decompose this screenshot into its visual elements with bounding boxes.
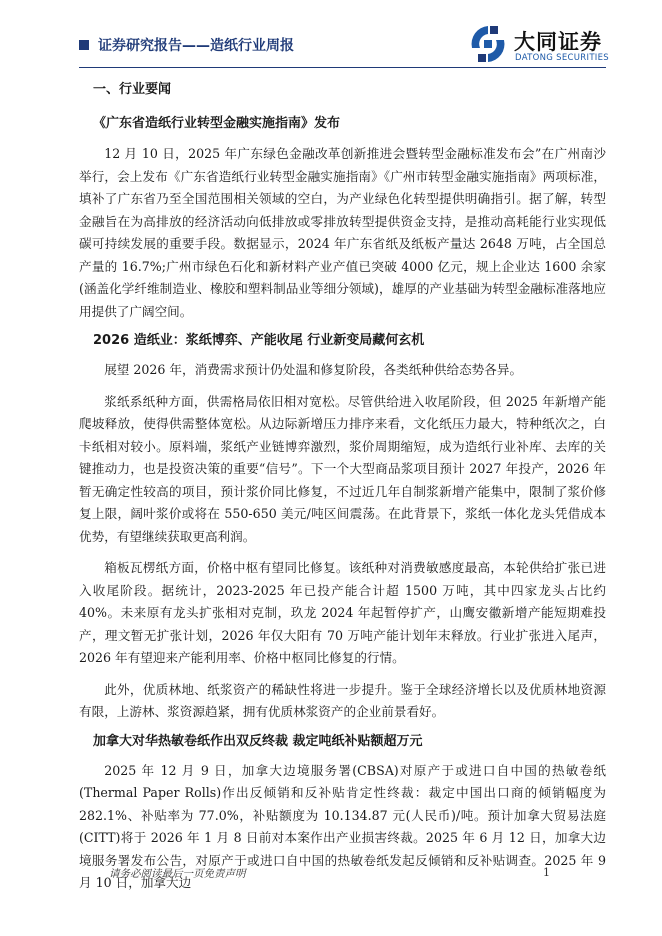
header-divider <box>79 67 606 68</box>
paragraph: 2025 年 12 月 9 日，加拿大边境服务署(CBSA)对原产于或进口自中国的热敏卷纸(Thermal Paper Rolls)作出反倾销和反补贴肯定性终裁：裁定中国出口商的倾销幅度为 282.1%、补贴率为 77.0%，补贴额度为 10.134.87 元(人民币)/吨。预计加拿大贸易法庭(CITT)将于 2026 年 1 月 8 日前对本案作出产业损害终裁。2025 年 6 月 12 日，加拿大边境服务署发布公告，对原产于或进口自中国的热敏卷纸发起反倾销和反补贴调查。2025 年 9 月 10 日，加拿大边 <box>79 762 606 890</box>
article-1 <box>79 114 606 323</box>
paragraph: 展望 2026 年，消费需求预计仍处温和修复阶段，各类纸种供给态势各异。 <box>104 362 523 377</box>
report-body <box>79 80 606 895</box>
article-2 <box>79 331 606 724</box>
company-logo <box>466 22 616 64</box>
header-bullet-square <box>79 40 89 50</box>
paragraph: 12 月 10 日，2025 年广东绿色金融改革创新推进会暨转型金融标准发布会”在广州南沙举行，会上发布《广东省造纸行业转型金融实施指南》《广州市转型金融实施指南》两项标准，填补了广东省乃至全国范围相关领域的空白，为产业绿色化转型提供明确指引。据了解，转型金融旨在为高排放的经济活动向低排放或零排放转型提供资金支持，是推动高耗能行业实现低碳可持续发展的重要手段。数据显示，2024 年广东省纸及纸板产量达 2648 万吨，占全国总产量的 16.7%;广州市绿色石化和新材料产业产值已突破 4000 亿元，规上企业达 1600 余家(涵盖化学纤维制造业、橡胶和塑料制品业等细分领域)，雄厚的产业基础为转型金融标准落地应用提供了广阔空间。 <box>79 146 606 319</box>
paragraph: 此外，优质林地、纸浆资产的稀缺性将进一步提升。鉴于全球经济增长以及优质林地资源有限，上游林、浆资源趋紧，拥有优质林浆资产的企业前景看好。 <box>79 681 606 719</box>
report-title: 证券研究报告——造纸行业周报 <box>98 38 294 54</box>
logo-name-cn: 大同证券 <box>514 30 602 54</box>
paragraph: 箱板瓦楞纸方面，价格中枢有望同比修复。该纸种对消费敏感度最高，本轮供给扩张已进入收尾阶段。据统计，2023-2025 年已投产能合计超 1500 万吨，其中四家龙头占比约 40%。未来原有龙头扩张相对克制，玖龙 2024 年起暂停扩产，山鹰安徽新增产能短期难投产，理文暂无扩张计划，2026 年仅大阳有 70 万吨产能计划年末释放。行业扩张进入尾声，2026 年有望迎来产能利用率、价格中枢同比修复的行情。 <box>79 560 606 665</box>
page-number: 1 <box>543 866 550 879</box>
article-title: 加拿大对华热敏卷纸作出双反终裁 裁定吨纸补贴额超万元 <box>93 733 423 749</box>
article-title: 2026 造纸业：浆纸博弈、产能收尾 行业新变局藏何玄机 <box>93 333 425 348</box>
article-title: 《广东省造纸行业转型金融实施指南》发布 <box>93 116 341 131</box>
logo-name-en: DATONG SECURITIES <box>515 53 609 63</box>
page-header <box>0 0 662 70</box>
section-heading: 一、行业要闻 <box>93 82 172 97</box>
disclaimer-note: 请务必阅读最后一页免责声明 <box>109 868 246 880</box>
datong-logo-icon <box>466 22 510 66</box>
paragraph: 浆纸系纸种方面，供需格局依旧相对宽松。尽管供给进入收尾阶段，但 2025 年新增产能爬坡释放，使得供需整体宽松。从边际新增压力排序来看，文化纸压力最大，特种纸次之，白卡纸相对较小。原料端，浆纸产业链博弈激烈，浆价周期缩短，成为造纸行业补库、去库的关键推动力，也是投资决策的重要“信号”。下一个大型商品浆项目预计 2027 年投产，2026 年暂无确定性较高的项目，预计浆价同比修复，不过近几年自制浆新增产能集中，限制了浆价修复上限，阔叶浆价或将在 550-650 美元/吨区间震荡。在此背景下，浆纸一体化龙头凭借成本优势，有望继续获取更高利润。 <box>79 393 606 544</box>
